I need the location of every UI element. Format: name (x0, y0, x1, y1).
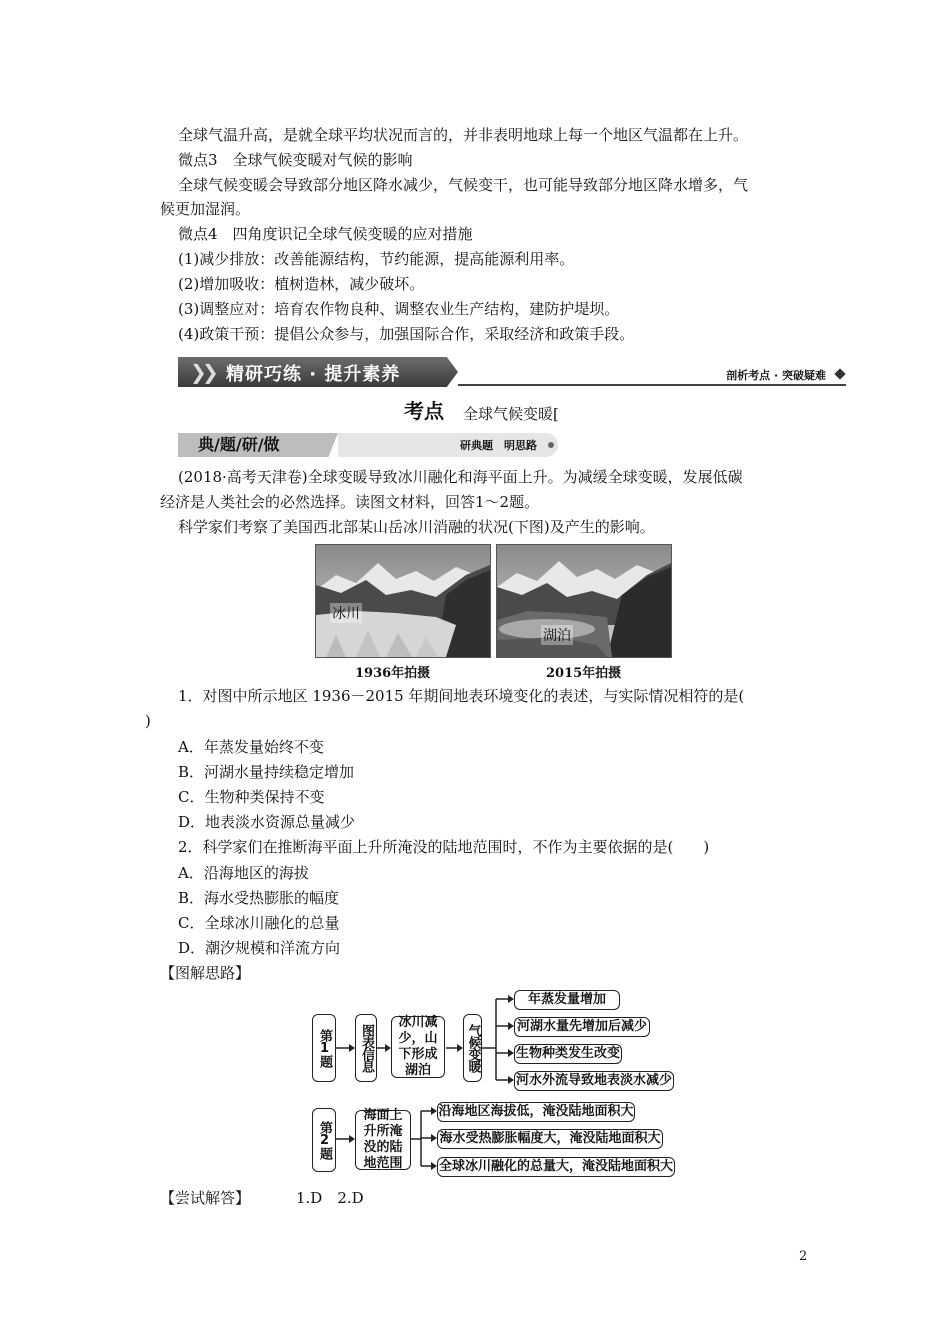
page-number: 2 (799, 1249, 808, 1264)
question-1-stem-cont: ) (145, 712, 151, 730)
flow2-result-box (437, 1157, 675, 1177)
option-item: B．河湖水量持续稳定增加 (178, 763, 355, 781)
flow1-question-box (312, 1014, 336, 1082)
flow1-change: 冰川减少，山下形成湖泊 (398, 1015, 438, 1078)
option-item: C．生物种类保持不变 (178, 788, 325, 806)
flow2-result: 海水受热膨胀幅度大，淹没陆地面积大 (439, 1131, 661, 1146)
flow1-climate-box (463, 1014, 482, 1082)
flow1-result-box (514, 1044, 622, 1064)
flow2-result: 沿海地区海拔低，淹没陆地面积大 (438, 1104, 634, 1119)
measure-item: (1)减少排放：改善能源结构，节约能源，提高能源利用率。 (178, 250, 575, 268)
flow1-climate: 气候变暖 (465, 1024, 481, 1072)
measure-item: (3)调整应对：培育农作物良种、调整农业生产结构，建防护堤坝。 (178, 300, 620, 318)
photo-caption: 2015年拍摄 (546, 666, 622, 681)
sub-banner-subtitle: 研典题 明思路 (460, 439, 537, 452)
flow2-question: 第2题 (317, 1121, 332, 1159)
flow1-info-box (355, 1014, 377, 1082)
photo-caption: 1936年拍摄 (355, 666, 431, 681)
measure-item: (2)增加吸收：植树造林，减少破坏。 (178, 275, 425, 293)
flow1-info: 图表信息 (359, 1024, 374, 1072)
option-item: A．年蒸发量始终不变 (178, 738, 324, 756)
option-item: A．沿海地区的海拔 (178, 864, 309, 882)
flow1-result: 河水外流导致地表淡水减少 (515, 1073, 672, 1088)
photo-label: 冰川 (330, 603, 362, 623)
point3-text-cont: 候更加湿润。 (160, 200, 251, 218)
flow2-question-box (312, 1108, 336, 1172)
chevron-right-icon: ❯ (190, 360, 207, 384)
flow2-result-box (437, 1129, 663, 1149)
analysis-title: 【图解思路】 (160, 964, 251, 982)
flow1-result: 年蒸发量增加 (527, 992, 606, 1007)
option-item: C．全球冰川融化的总量 (178, 914, 340, 932)
sub-banner-title: 典/题/研/做 (198, 435, 280, 454)
flow1-question: 第1题 (317, 1029, 332, 1067)
question-source-cont: 经济是人类社会的必然选择。读图文材料，回答1～2题。 (160, 493, 540, 511)
flow2-topic: 海面上升所淹没的陆地范围 (363, 1108, 403, 1171)
flow2-result: 全球冰川融化的总量大，淹没陆地面积大 (438, 1159, 673, 1174)
flow2-topic-box (355, 1110, 411, 1170)
kaodian-title: 全球气候变暖[ (463, 405, 559, 423)
measure-item: (4)政策干预：提倡公众参与，加强国际合作，采取经济和政策手段。 (178, 325, 635, 343)
answer-label: 【尝试解答】 (160, 1189, 251, 1207)
flow1-result: 生物种类发生改变 (515, 1046, 620, 1061)
chevron-right-icon: ❯ (202, 360, 219, 384)
answer-text: 1.D 2.D (296, 1189, 364, 1207)
material-text: 科学家们考察了美国西北部某山岳冰川消融的状况(下图)及产生的影响。 (178, 518, 655, 536)
banner-title: 精研巧练 · 提升素养 (226, 364, 401, 385)
flow1-result-box (514, 1071, 674, 1091)
photo-label: 湖泊 (541, 625, 573, 645)
point3-title: 微点3 全球气候变暖对气候的影响 (178, 151, 413, 169)
banner-subtitle: 剖析考点 · 突破疑难 (726, 369, 826, 382)
intro-line: 全球气温升高，是就全球平均状况而言的，并非表明地球上每一个地区气温都在上升。 (178, 126, 749, 144)
flow1-change-box (391, 1016, 445, 1078)
point4-title: 微点4 四角度识记全球气候变暖的应对措施 (178, 225, 473, 243)
question-1-stem: 1．对图中所示地区 1936－2015 年期间地表环境变化的表述，与实际情况相符的是( (178, 687, 745, 705)
kaodian-label: 考点 (404, 399, 444, 423)
flow1-result-box (514, 990, 620, 1010)
option-item: D．潮汐规模和洋流方向 (178, 939, 341, 957)
question-2-stem: 2．科学家们在推断海平面上升所淹没的陆地范围时，不作为主要依据的是( ) (178, 838, 710, 856)
option-item: B．海水受热膨胀的幅度 (178, 889, 340, 907)
question-source: (2018·高考天津卷)全球变暖导致冰川融化和海平面上升。为减缓全球变暖，发展低碳 (178, 468, 743, 486)
option-item: D．地表淡水资源总量减少 (178, 813, 356, 831)
flow1-result: 河湖水量先增加后减少 (516, 1019, 647, 1034)
point3-text: 全球气候变暖会导致部分地区降水减少，气候变干，也可能导致部分地区降水增多，气 (178, 176, 749, 194)
flow2-result-box (437, 1102, 635, 1122)
flow1-result-box (514, 1017, 650, 1037)
